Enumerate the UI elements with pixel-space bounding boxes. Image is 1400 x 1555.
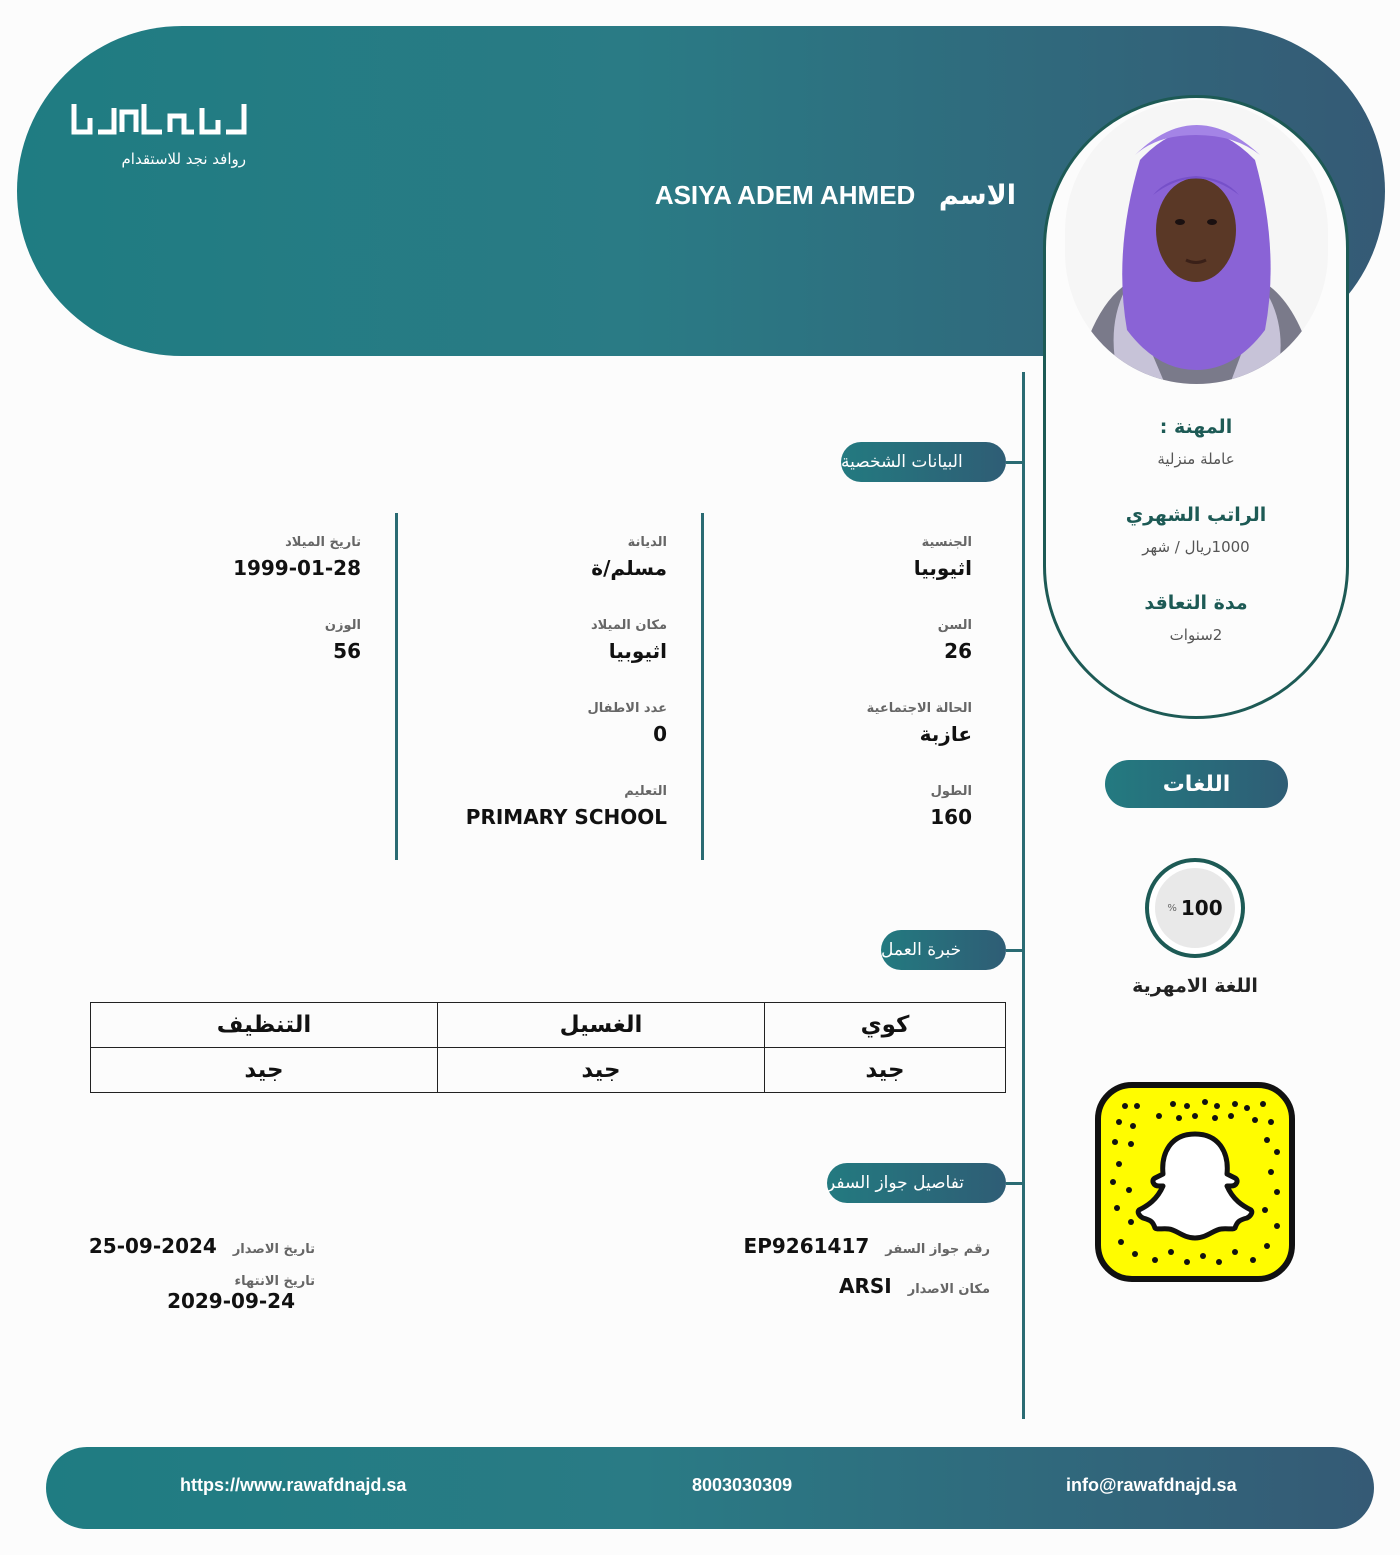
field-label: مكان الميلاد xyxy=(590,618,667,633)
name-label: الاسم xyxy=(938,180,1016,211)
passport-issue-place xyxy=(839,1274,990,1298)
language-percent: 100 xyxy=(1180,896,1223,920)
field-value: 2029-09-24 xyxy=(167,1289,295,1313)
salary-value: 1000ريال / شهر xyxy=(1142,538,1250,556)
column-divider xyxy=(395,513,398,860)
field-religion xyxy=(591,535,667,580)
percent-sign: % xyxy=(1167,902,1177,914)
name-row xyxy=(655,180,1016,211)
field-label: الطول xyxy=(930,784,972,799)
table-header-cell: التنظيف xyxy=(91,1003,438,1048)
footer-bar xyxy=(46,1447,1374,1529)
profession-label: المهنة : xyxy=(1159,416,1233,438)
field-value: 56 xyxy=(333,639,361,663)
profile-card xyxy=(1043,95,1349,719)
field-label: الوزن xyxy=(324,618,361,633)
field-value: 26 xyxy=(944,639,972,663)
field-value: 2024-09-25 xyxy=(88,1234,217,1258)
field-age xyxy=(938,618,972,663)
timeline-tick xyxy=(1006,1182,1024,1185)
field-value: اثيوبيا xyxy=(913,556,972,580)
field-label: رقم جواز السفر xyxy=(885,1242,990,1257)
timeline-tick xyxy=(1006,461,1024,464)
field-label: تاريخ الاصدار xyxy=(232,1242,315,1257)
section-personal-data: البيانات الشخصية xyxy=(841,442,1006,482)
field-value: اثيوبيا xyxy=(608,639,667,663)
field-education xyxy=(466,784,667,829)
field-value: عازبة xyxy=(919,722,972,746)
field-label: الحالة الاجتماعية xyxy=(866,701,972,716)
field-children xyxy=(588,701,668,746)
field-label: الجنسية xyxy=(921,535,972,550)
field-label: مكان الاصدار xyxy=(907,1282,990,1297)
table-cell: جيد xyxy=(765,1048,1006,1093)
field-nationality xyxy=(914,535,972,580)
language-name: اللغة الامهرية xyxy=(1132,975,1258,997)
passport-issue-date xyxy=(89,1234,315,1258)
table-header-row xyxy=(91,1003,1006,1048)
table-row xyxy=(91,1048,1006,1093)
languages-title: اللغات xyxy=(1105,760,1288,808)
language-proficiency-ring xyxy=(1145,858,1245,958)
field-value: ARSI xyxy=(839,1274,892,1298)
candidate-name: ASIYA ADEM AHMED xyxy=(654,180,916,210)
profession-value: عاملة منزلية xyxy=(1157,450,1235,468)
company-logo xyxy=(70,98,250,168)
field-label: الديانة xyxy=(627,535,667,550)
field-label: السن xyxy=(937,618,972,633)
field-label: عدد الاطفال xyxy=(587,701,667,716)
field-marital-status xyxy=(867,701,972,746)
work-experience-table xyxy=(90,1002,1006,1093)
logo-mark-icon xyxy=(70,98,250,142)
table-cell: جيد xyxy=(438,1048,765,1093)
logo-text: روافد نجد للاستقدام xyxy=(121,150,246,168)
section-work-experience: خبرة العمل xyxy=(881,930,1006,970)
field-value: 0 xyxy=(653,722,667,746)
passport-number xyxy=(744,1234,990,1258)
snapcode-qr-icon[interactable] xyxy=(1095,1082,1295,1282)
field-value: مسلم/ة xyxy=(591,556,667,580)
field-label: التعليم xyxy=(624,784,667,799)
timeline-line xyxy=(1022,372,1025,1419)
salary-label: الراتب الشهري xyxy=(1125,504,1267,526)
footer-website-link[interactable]: https://www.rawafdnajd.sa xyxy=(180,1475,407,1495)
field-weight xyxy=(325,618,361,663)
field-value: 1999-01-28 xyxy=(233,556,361,580)
table-header-cell: كوي xyxy=(765,1003,1006,1048)
section-passport-details: تفاصيل جواز السفر xyxy=(827,1163,1006,1203)
table-cell: جيد xyxy=(91,1048,438,1093)
contract-label: مدة التعاقد xyxy=(1144,592,1248,614)
footer-email-link[interactable]: info@rawafdnajd.sa xyxy=(1066,1475,1237,1495)
profile-details xyxy=(1046,416,1346,680)
column-divider xyxy=(701,513,704,860)
table-header-cell: الغسيل xyxy=(438,1003,765,1048)
footer-phone[interactable]: 8003030309 xyxy=(692,1475,793,1495)
field-height xyxy=(930,784,972,829)
field-value: PRIMARY SCHOOL xyxy=(465,805,667,829)
ring-inner xyxy=(1155,868,1235,948)
field-date-of-birth xyxy=(233,535,361,580)
field-value: 160 xyxy=(930,805,972,829)
field-value: EP9261417 xyxy=(743,1234,870,1258)
candidate-photo xyxy=(1065,100,1328,384)
passport-expiry-date xyxy=(167,1274,315,1313)
field-birthplace xyxy=(591,618,667,663)
field-label: تاريخ الميلاد xyxy=(285,535,361,550)
field-label: تاريخ الانتهاء xyxy=(234,1274,315,1289)
timeline-tick xyxy=(1006,949,1024,952)
contract-value: 2سنوات xyxy=(1169,626,1223,644)
